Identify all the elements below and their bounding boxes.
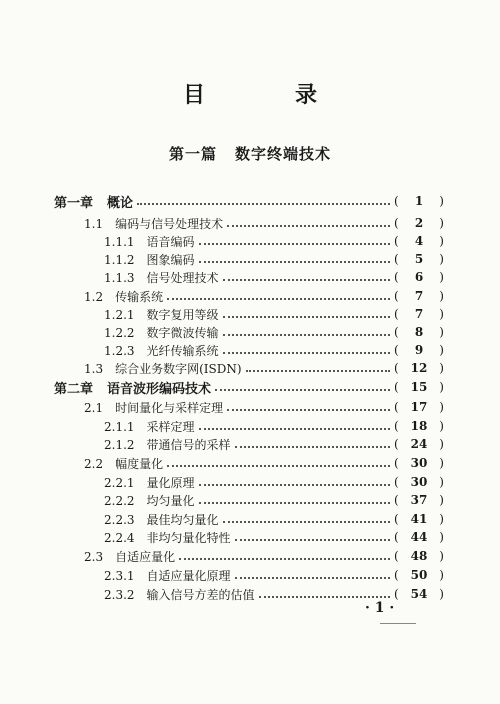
toc-page-number: 17 (410, 400, 428, 414)
toc-entry-number: 2.1 (84, 400, 104, 415)
toc-entry-label (104, 269, 219, 286)
close-paren: ) (439, 456, 444, 470)
close-paren: ) (439, 568, 444, 582)
toc-entry-number: 1.1.2 (104, 252, 135, 267)
open-paren: ( (394, 530, 399, 544)
toc-entry-number: 1.2 (84, 289, 104, 304)
toc-entry-label (84, 215, 223, 232)
open-paren: ( (394, 512, 399, 526)
toc-entry-title: 自适应量化原理 (146, 568, 231, 583)
dot-leader (259, 596, 390, 598)
toc-entry-page (394, 216, 444, 230)
close-paren: ) (439, 252, 444, 266)
toc-entry[interactable] (0, 454, 500, 472)
close-paren: ) (439, 289, 444, 303)
toc-entry-label (104, 474, 195, 491)
toc-entry-title: 编码与信号处理技术 (115, 216, 224, 231)
toc-entry-page (394, 437, 444, 451)
toc-entry-page (394, 568, 444, 582)
close-paren: ) (439, 400, 444, 414)
dot-leader (223, 352, 390, 354)
close-paren: ) (439, 437, 444, 451)
toc-page-number: 6 (414, 270, 424, 284)
toc-entry-label (104, 492, 195, 509)
open-paren: ( (394, 307, 399, 321)
toc-page-number: 18 (410, 419, 428, 433)
close-paren: ) (439, 307, 444, 321)
open-paren: ( (394, 343, 399, 357)
close-paren: ) (439, 587, 444, 601)
open-paren: ( (394, 216, 399, 230)
toc-entry-number: 2.3 (84, 549, 104, 564)
toc-entry-page (394, 456, 444, 470)
open-paren: ( (394, 252, 399, 266)
toc-entry-title: 幅度量化 (115, 456, 164, 471)
toc-page-number: 50 (410, 568, 428, 582)
toc-page-number: 2 (414, 216, 424, 230)
open-paren: ( (394, 549, 399, 563)
toc-entry-title: 数字复用等级 (146, 307, 219, 322)
toc-entry-title: 图象编码 (146, 252, 195, 267)
dot-leader (235, 539, 390, 541)
toc-entry[interactable] (0, 510, 500, 528)
toc-entry-page (394, 587, 444, 601)
toc-entry-title: 语音编码 (146, 234, 195, 249)
toc-entry-label (54, 378, 211, 397)
toc-entry-page (394, 252, 444, 266)
toc-page-number: 44 (410, 530, 428, 544)
toc-entry-page (394, 475, 444, 489)
close-paren: ) (439, 530, 444, 544)
dot-leader (227, 225, 390, 227)
close-paren: ) (439, 419, 444, 433)
toc-entry[interactable] (0, 232, 500, 250)
open-paren: ( (394, 493, 399, 507)
toc-page-number: 9 (414, 343, 424, 357)
close-paren: ) (439, 512, 444, 526)
toc-page-number: 48 (410, 549, 428, 563)
dot-leader (137, 203, 390, 205)
toc-entry-title: 光纤传输系统 (146, 343, 219, 358)
toc-entry[interactable] (0, 214, 500, 232)
toc-entry-number: 2.2 (84, 456, 104, 471)
toc-entry-page (394, 361, 444, 375)
toc-entry-page (394, 343, 444, 357)
toc-entry-page (394, 400, 444, 414)
toc-entry-number: 1.1.3 (104, 270, 135, 285)
close-paren: ) (439, 234, 444, 248)
toc-page-number: 7 (414, 307, 424, 321)
close-paren: ) (439, 493, 444, 507)
close-paren: ) (439, 216, 444, 230)
toc-entry-label (84, 288, 163, 305)
toc-page-number: 24 (410, 437, 428, 451)
toc-entry-page (394, 512, 444, 526)
toc-entry-label (104, 567, 231, 584)
toc-entry-title: 采样定理 (146, 419, 195, 434)
toc-entry-label (54, 192, 133, 211)
toc-entry-title: 传输系统 (115, 289, 164, 304)
toc-entry-title: 输入信号方差的估值 (146, 587, 255, 602)
dot-leader (223, 279, 390, 281)
toc-entry-title: 时间量化与采样定理 (115, 400, 224, 415)
toc-entry-title: 自适应量化 (115, 549, 176, 564)
close-paren: ) (439, 343, 444, 357)
toc-entry[interactable] (0, 359, 500, 377)
toc-entry-number: 1.1.1 (104, 234, 135, 249)
toc-entry-label (104, 306, 219, 323)
toc-entry-number: 第一章 (54, 195, 94, 211)
open-paren: ( (394, 270, 399, 284)
toc-entry-label (104, 324, 219, 341)
toc-page-number: 4 (414, 234, 424, 248)
toc-entry-title: 最佳均匀量化 (146, 512, 219, 527)
dot-leader (223, 521, 390, 523)
toc-page-number: 15 (410, 380, 428, 394)
toc-entry-number: 第二章 (54, 381, 94, 397)
toc-entry-title: 语音波形编码技术 (107, 381, 212, 397)
dot-leader (199, 261, 390, 263)
dot-leader (215, 389, 390, 391)
toc-entry-page (394, 234, 444, 248)
toc-entry-label (84, 548, 175, 565)
toc-entry-page (394, 325, 444, 339)
toc-page-number: 41 (410, 512, 428, 526)
toc-page-number: 54 (410, 587, 428, 601)
toc-entry-label (104, 233, 195, 250)
toc-entry-page (394, 194, 444, 208)
toc-entry[interactable] (0, 547, 500, 565)
toc-entry[interactable] (0, 491, 500, 509)
toc-page-number: 1 (414, 194, 424, 208)
toc-entry-label (104, 418, 195, 435)
toc-page-number: 30 (410, 456, 428, 470)
dot-leader (227, 409, 390, 411)
toc-entry-number: 1.2.2 (104, 325, 135, 340)
part-name: 数字终端技术 (235, 145, 332, 163)
toc-entry-number: 2.2.1 (104, 475, 135, 490)
open-paren: ( (394, 289, 399, 303)
open-paren: ( (394, 456, 399, 470)
toc-entry-number: 2.2.2 (104, 493, 135, 508)
toc-entry[interactable] (0, 378, 500, 396)
toc-entry-number: 2.3.1 (104, 568, 135, 583)
dot-leader (223, 334, 390, 336)
toc-entry-label (104, 251, 195, 268)
toc-entry-title: 信号处理技术 (146, 270, 219, 285)
toc-entry[interactable] (0, 398, 500, 416)
close-paren: ) (439, 361, 444, 375)
open-paren: ( (394, 361, 399, 375)
toc-entry-page (394, 493, 444, 507)
toc-entry-number: 1.1 (84, 216, 104, 231)
toc-page-number: 30 (410, 475, 428, 489)
toc-entry-title: 均匀量化 (146, 493, 195, 508)
open-paren: ( (394, 587, 399, 601)
toc-entry-page (394, 307, 444, 321)
toc-entry-number: 2.2.4 (104, 530, 135, 545)
toc-entry-label (84, 455, 163, 472)
toc-entry-title: 非均匀量化特性 (146, 530, 231, 545)
toc-entry-label (104, 586, 255, 603)
dot-leader (246, 370, 390, 372)
toc-entry-page (394, 549, 444, 563)
toc-entry-page (394, 419, 444, 433)
dot-leader (199, 428, 390, 430)
toc-entry-title: 带通信号的采样 (146, 437, 231, 452)
toc-entry[interactable] (0, 435, 500, 453)
toc-page-number: 37 (410, 493, 428, 507)
close-paren: ) (439, 194, 444, 208)
toc-page-number: 7 (414, 289, 424, 303)
toc-entry[interactable] (0, 585, 500, 603)
close-paren: ) (439, 325, 444, 339)
toc-entry-number: 2.1.1 (104, 419, 135, 434)
dot-leader (167, 465, 390, 467)
toc-entry[interactable] (0, 566, 500, 584)
toc-entry-page (394, 380, 444, 394)
toc-entry[interactable] (0, 305, 500, 323)
toc-entry-page (394, 289, 444, 303)
close-paren: ) (439, 380, 444, 394)
toc-page-number: 12 (410, 361, 428, 375)
close-paren: ) (439, 270, 444, 284)
toc-page-number: 5 (414, 252, 424, 266)
close-paren: ) (439, 549, 444, 563)
toc-entry[interactable] (0, 287, 500, 305)
toc-entry-label (84, 360, 242, 377)
toc-entry-number: 1.3 (84, 361, 104, 376)
dot-leader (199, 484, 390, 486)
toc-entry-label (104, 529, 231, 546)
toc-entry-title: 综合业务数字网(ISDN) (115, 361, 242, 376)
toc-entry[interactable] (0, 473, 500, 491)
part-heading (0, 143, 500, 164)
open-paren: ( (394, 380, 399, 394)
toc-entry-label (84, 399, 223, 416)
dot-leader (235, 577, 390, 579)
dot-leader (199, 243, 390, 245)
toc-entry-title: 数字微波传输 (146, 325, 219, 340)
dot-leader (199, 502, 390, 504)
toc-entry-number: 2.3.2 (104, 587, 135, 602)
open-paren: ( (394, 437, 399, 451)
toc-entry[interactable] (0, 192, 500, 210)
open-paren: ( (394, 400, 399, 414)
close-paren: ) (439, 475, 444, 489)
part-number: 第一篇 (168, 145, 217, 163)
toc-entry-title: 量化原理 (146, 475, 195, 490)
open-paren: ( (394, 419, 399, 433)
dot-leader (223, 316, 390, 318)
toc-entry[interactable] (0, 417, 500, 435)
toc-entry[interactable] (0, 250, 500, 268)
toc-entry-page (394, 530, 444, 544)
open-paren: ( (394, 568, 399, 582)
toc-entry-page (394, 270, 444, 284)
toc-entry[interactable] (0, 323, 500, 341)
toc-page-number: 8 (414, 325, 424, 339)
toc-entry-label (104, 342, 219, 359)
page-title: 目 录 (182, 82, 351, 108)
open-paren: ( (394, 325, 399, 339)
toc-entry[interactable] (0, 268, 500, 286)
footer-rule (380, 623, 416, 624)
dot-leader (179, 558, 390, 560)
dot-leader (167, 298, 390, 300)
toc-entry-number: 1.2.1 (104, 307, 135, 322)
open-paren: ( (394, 194, 399, 208)
toc-entry-number: 2.2.3 (104, 512, 135, 527)
toc-entry-label (104, 511, 219, 528)
page-number: · 1 · (365, 600, 395, 616)
toc-entry-label (104, 436, 231, 453)
open-paren: ( (394, 234, 399, 248)
toc-entry[interactable] (0, 528, 500, 546)
dot-leader (235, 446, 390, 448)
toc-entry-number: 2.1.2 (104, 437, 135, 452)
toc-entry-number: 1.2.3 (104, 343, 135, 358)
toc-entry[interactable] (0, 341, 500, 359)
open-paren: ( (394, 475, 399, 489)
toc-entry-title: 概论 (107, 195, 134, 211)
